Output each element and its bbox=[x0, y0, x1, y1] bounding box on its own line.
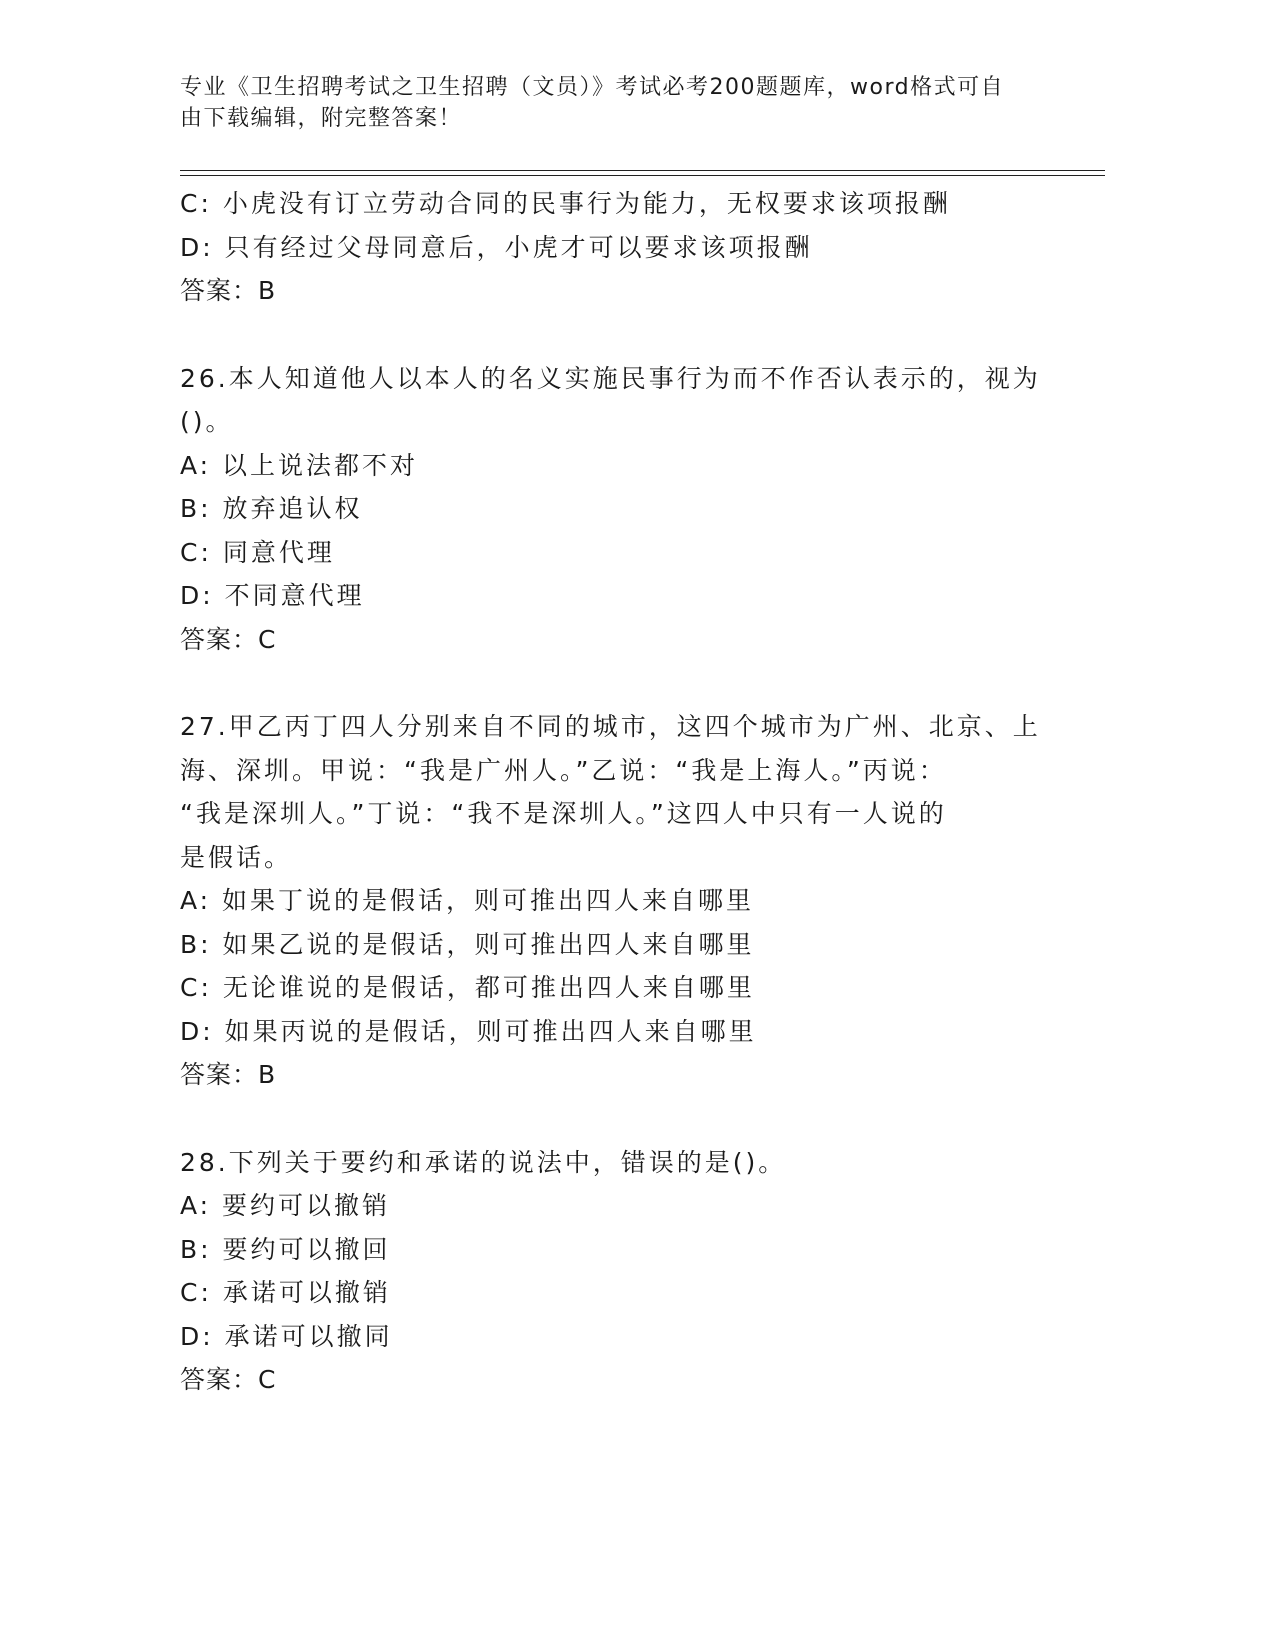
option-a: A: 要约可以撤销 bbox=[180, 1191, 391, 1220]
spacer bbox=[180, 313, 1060, 357]
option-b: B: 要约可以撤回 bbox=[180, 1234, 391, 1264]
question-stem-line: ()。 bbox=[180, 407, 234, 436]
option-d: D: 承诺可以撤同 bbox=[180, 1321, 393, 1351]
question-26 bbox=[180, 357, 1060, 662]
question-stem-line: 27.甲乙丙丁四人分别来自不同的城市，这四个城市为广州、北京、上 bbox=[180, 712, 1041, 741]
question-list bbox=[180, 182, 1060, 1402]
header-title-line-1: 专业《卫生招聘考试之卫生招聘（文员）》考试必考200题题库，word格式可自 bbox=[180, 75, 1005, 100]
question-stem-line: “我是深圳人。”丁说：“我不是深圳人。”这四人中只有一人说的 bbox=[180, 799, 947, 828]
answer-line: 答案：C bbox=[180, 624, 277, 654]
option-b: B: 如果乙说的是假话，则可推出四人来自哪里 bbox=[180, 929, 755, 959]
answer-line: 答案：C bbox=[180, 1365, 277, 1394]
header-title-line-2: 由下载编辑，附完整答案！ bbox=[180, 106, 463, 131]
header-divider-bottom bbox=[180, 175, 1105, 176]
spacer bbox=[180, 661, 1060, 705]
option-a: A: 以上说法都不对 bbox=[180, 450, 419, 480]
option-c: C: 同意代理 bbox=[180, 537, 335, 567]
option-a: A: 如果丁说的是假话，则可推出四人来自哪里 bbox=[180, 886, 755, 915]
option-c: C: 小虎没有订立劳动合同的民事行为能力，无权要求该项报酬 bbox=[180, 189, 951, 218]
option-d: D: 不同意代理 bbox=[180, 581, 365, 610]
option-b: B: 放弃追认权 bbox=[180, 494, 363, 523]
question-stem-line: 26.本人知道他人以本人的名义实施民事行为而不作否认表示的，视为 bbox=[180, 363, 1041, 393]
answer-line: 答案：B bbox=[180, 1060, 277, 1089]
answer-line: 答案：B bbox=[180, 276, 277, 305]
question-stem-line: 海、深圳。甲说：“我是广州人。”乙说：“我是上海人。”丙说： bbox=[180, 755, 947, 785]
document-header bbox=[180, 72, 1060, 134]
question-25-continuation bbox=[180, 182, 1060, 313]
spacer bbox=[180, 1097, 1060, 1141]
header-divider-top bbox=[180, 170, 1105, 171]
option-c: C: 承诺可以撤销 bbox=[180, 1278, 391, 1307]
option-d: D: 只有经过父母同意后，小虎才可以要求该项报酬 bbox=[180, 232, 813, 262]
question-27 bbox=[180, 705, 1060, 1097]
option-d: D: 如果丙说的是假话，则可推出四人来自哪里 bbox=[180, 1016, 757, 1046]
question-stem-line: 是假话。 bbox=[180, 842, 293, 872]
option-c: C: 无论谁说的是假话，都可推出四人来自哪里 bbox=[180, 973, 755, 1002]
question-stem-line: 28.下列关于要约和承诺的说法中，错误的是()。 bbox=[180, 1147, 787, 1177]
question-28 bbox=[180, 1141, 1060, 1402]
